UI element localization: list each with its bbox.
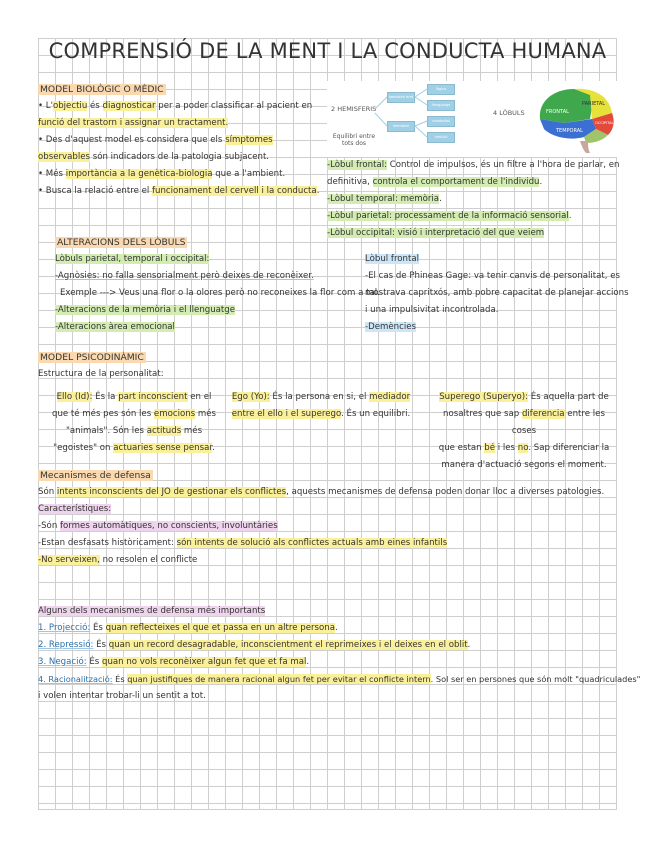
bio-line-5: • Més importància a la genètica-biologia que a l'ambient. [38,169,286,179]
lobe-frontal-1: -Lòbul frontal: Control de impulsos, és un filtre a l'hora de parlar, en [327,160,620,170]
frontal-tag: FRONTAL [546,109,569,115]
psychodynamic-heading: MODEL PSICODINÀMIC [40,352,144,363]
alt-left-3: -Alteracions de la memòria i el llenguatge [55,305,236,315]
lobe-temporal: -Lòbul temporal: memòria. [327,194,442,204]
box-language: llenguatge [427,100,455,111]
personality-intro: Estructura de la personalitat: [38,369,164,379]
parietal-tag: PARIETAL [582,101,606,107]
mechanisms-heading: Alguns dels mecanismes de defensa més importants [38,606,266,616]
lobe-frontal-2: definitiva, controla el comportament de l'individu. [327,177,543,187]
alt-left-1: -Agnòsies: no falla sensorialment però deixes de reconèixer. [55,271,314,281]
characteristic-2: -Estan desfasats històricament: són intents de solució als conflictes actuals amb eines infantils [38,538,448,548]
ello-block: Ello (Id): És la part inconscient en el que té més pes són les emocions més "animals". Són les actituds més "egoistes" on actuaries sense pensar. [51,392,217,453]
box-right-hemisphere: hemisferi dret [387,92,415,103]
box-left-hemisphere: hemisferi esquerre [387,121,415,132]
biological-heading: MODEL BIOLÒGIC O MÈDIC [40,84,164,95]
bio-line-6: • Busca la relació entre el funcionament del cervell i la conducta. [38,186,320,196]
lobe-parietal: -Lòbul parietal: processament de la informació sensorial. [327,211,572,221]
brain-diagram [327,81,617,157]
characteristic-1: -Són formes automàtiques, no conscients, involuntàries [38,521,278,531]
box-logic: lògica [427,84,455,95]
ego-block: Ego (Yo): És la persona en si, el mediador entre el ello i el superego. És un equilibri. [231,392,411,419]
alt-left-heading: Lòbuls parietal, temporal i occipital: [55,254,210,264]
alt-right-3: i una impulsivitat incontrolada. [365,305,499,315]
mechanism-1: 1. Projecció: És quan reflecteixes el que et passa en un altre persona. [38,623,338,633]
bio-line-2: funció del trastorn i assignar un tractament. [38,118,229,128]
mechanism-2: 2. Repressió: És quan un record desagradable, inconscientment el reprimeixes i el deixes en el oblit. [38,640,471,650]
temporal-tag: TEMPORAL [556,128,583,134]
mechanism-4-continuation: i volen intentar trobar-li un sentit a tot. [38,691,206,701]
superego-block: Superego (Superyo): És aquella part de nosaltres que sap diferencia entre les coses que estan bé i les no. Sap diferenciar la manera d'actuació segons el moment. [438,392,610,470]
brain-illustration [534,83,616,155]
hemispheres-label: 2 HEMISFERIS [331,105,377,113]
mechanism-3: 3. Negació: És quan no vols reconèixer algun fet que et fa mal. [38,657,310,667]
balance-label: Equilibri entre tots dos [332,133,376,147]
alt-right-1: -El cas de Phineas Gage: va tenir canvis de personalitat, es [365,271,621,281]
defense-heading: Mecanismes de defensa [40,470,151,481]
box-intuition: intuïció [427,132,455,143]
bio-line-3: • Des d'aquest model es considera que els símptomes [38,135,273,145]
lobe-occipital: -Lòbul occipital: visió i interpretació del que veiem [327,228,545,238]
alt-right-4: -Demències [365,322,416,332]
defense-intro: Són intents inconscients del JO de gestionar els conflictes, aquests mecanismes de defensa poden donar lloc a diverses patologies. [38,487,605,497]
characteristic-3: -No serveixen, no resolen el conflicte [38,555,198,565]
bio-line-4: observables són indicadors de la patologia subjacent. [38,152,270,162]
alt-left-4: -Alteracions àrea emocional [55,322,175,332]
box-creativity: creativitat [427,116,455,127]
alt-right-heading: Lòbul frontal [365,254,420,264]
alt-right-2: mostrava capritxós, amb pobre capacitat de planejar accions [365,288,629,298]
characteristics-heading: Característiques: [38,504,112,514]
lobes-label: 4 LÒBULS [493,109,525,117]
page-title: COMPRENSIÓ DE LA MENT I LA CONDUCTA HUMANA [48,39,607,63]
bio-line-1: • L'objectiu és diagnosticar per a poder classificar al pacient en [38,101,313,111]
alt-left-2: Exemple ---> Veus una flor o la olores però no reconeixes la flor com a tal. [60,288,380,298]
occipital-tag: OCCIPITAL [595,121,614,125]
mechanism-4: 4. Racionalització: És quan justifiques de manera racional algun fet per evitar el conflicte intern. Sol ser en persones que són molt "quadriculades" [38,674,641,684]
alterations-heading: ALTERACIONS DELS LÒBULS [57,237,186,248]
